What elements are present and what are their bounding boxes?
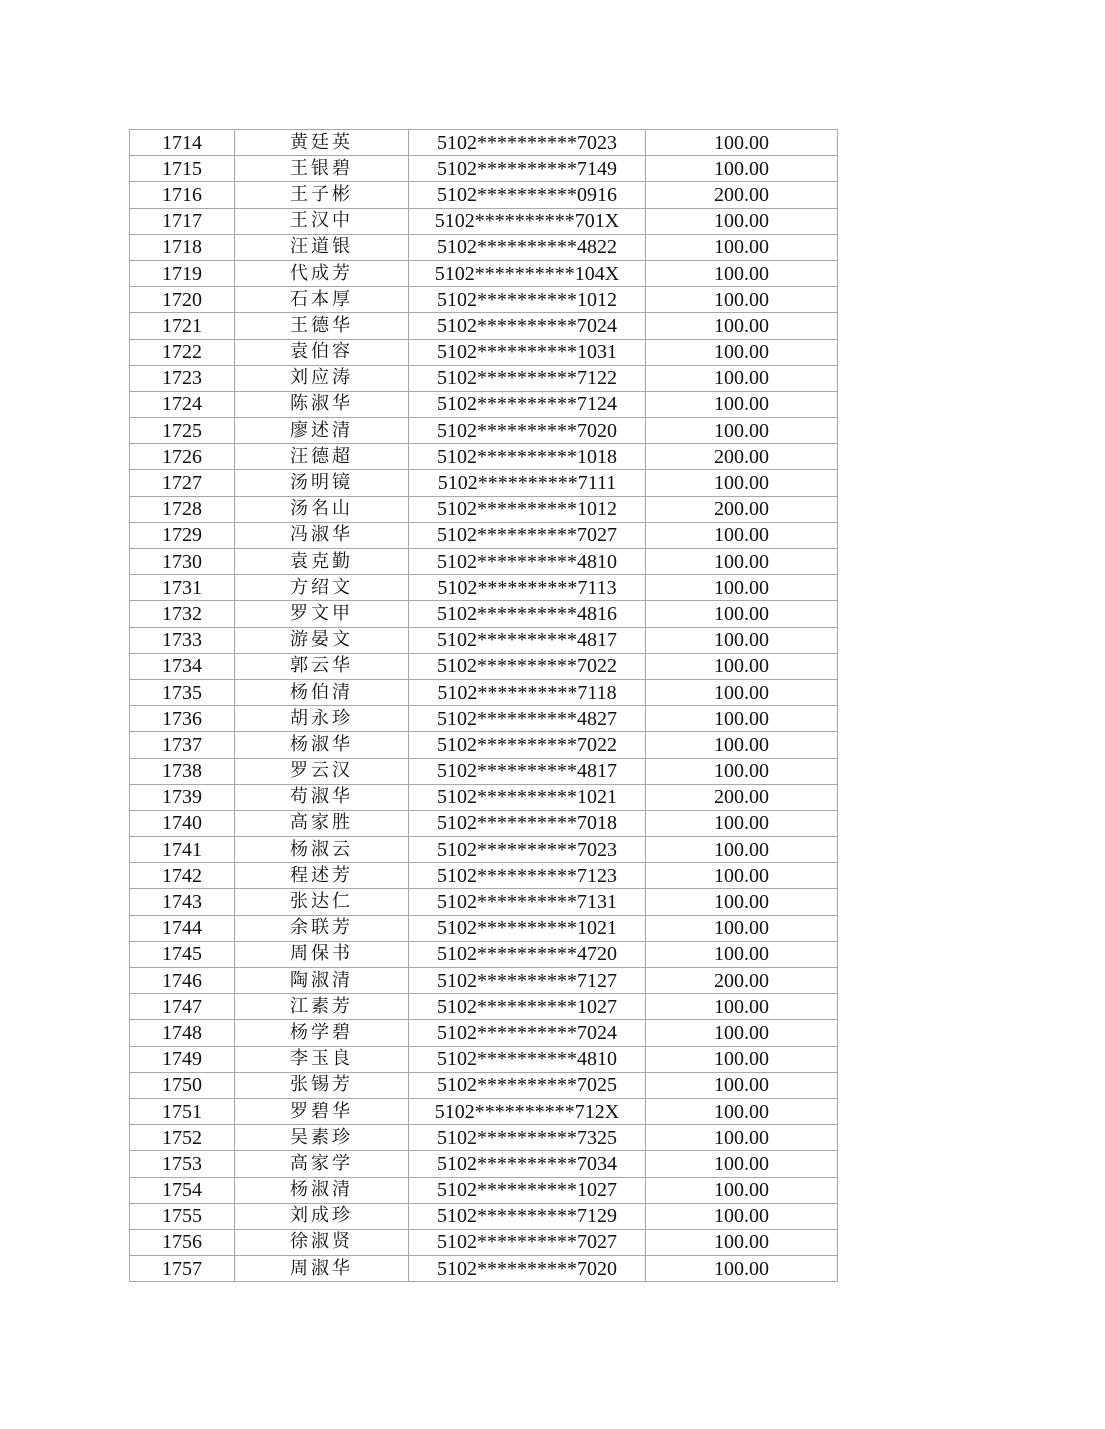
id-number-cell: 5102**********1012 xyxy=(409,496,646,522)
table-row xyxy=(130,496,838,522)
name-cell: 王德华 xyxy=(235,313,409,339)
name-cell: 汪道银 xyxy=(235,234,409,260)
amount-cell: 100.00 xyxy=(646,287,838,313)
id-number-cell: 5102**********7127 xyxy=(409,968,646,994)
table-row xyxy=(130,522,838,548)
name-cell: 周保书 xyxy=(235,941,409,967)
row-number-cell: 1754 xyxy=(130,1177,235,1203)
id-number-cell: 5102**********7024 xyxy=(409,313,646,339)
table-row xyxy=(130,863,838,889)
amount-cell: 100.00 xyxy=(646,601,838,627)
table-row xyxy=(130,653,838,679)
id-number-cell: 5102**********4817 xyxy=(409,627,646,653)
name-cell: 袁克勤 xyxy=(235,549,409,575)
row-number-cell: 1742 xyxy=(130,863,235,889)
id-number-cell: 5102**********0916 xyxy=(409,182,646,208)
row-number-cell: 1750 xyxy=(130,1072,235,1098)
amount-cell: 100.00 xyxy=(646,679,838,705)
table-row xyxy=(130,601,838,627)
amount-cell: 100.00 xyxy=(646,234,838,260)
table-row xyxy=(130,339,838,365)
name-cell: 方绍文 xyxy=(235,575,409,601)
id-number-cell: 5102**********1027 xyxy=(409,994,646,1020)
row-number-cell: 1728 xyxy=(130,496,235,522)
table-row xyxy=(130,365,838,391)
amount-cell: 100.00 xyxy=(646,339,838,365)
row-number-cell: 1739 xyxy=(130,784,235,810)
name-cell: 高家学 xyxy=(235,1151,409,1177)
name-cell: 吴素珍 xyxy=(235,1125,409,1151)
id-number-cell: 5102**********7122 xyxy=(409,365,646,391)
amount-cell: 100.00 xyxy=(646,732,838,758)
table-row xyxy=(130,287,838,313)
row-number-cell: 1727 xyxy=(130,470,235,496)
row-number-cell: 1756 xyxy=(130,1229,235,1255)
amount-cell: 100.00 xyxy=(646,1020,838,1046)
name-cell: 程述芳 xyxy=(235,863,409,889)
amount-cell: 100.00 xyxy=(646,758,838,784)
row-number-cell: 1747 xyxy=(130,994,235,1020)
id-number-cell: 5102**********104X xyxy=(409,260,646,286)
table-row xyxy=(130,1125,838,1151)
amount-cell: 100.00 xyxy=(646,365,838,391)
id-number-cell: 5102**********7118 xyxy=(409,679,646,705)
row-number-cell: 1751 xyxy=(130,1098,235,1124)
name-cell: 冯淑华 xyxy=(235,522,409,548)
amount-cell: 100.00 xyxy=(646,156,838,182)
row-number-cell: 1731 xyxy=(130,575,235,601)
amount-cell: 200.00 xyxy=(646,444,838,470)
name-cell: 黄廷英 xyxy=(235,130,409,156)
amount-cell: 100.00 xyxy=(646,1203,838,1229)
table-row xyxy=(130,1072,838,1098)
amount-cell: 100.00 xyxy=(646,706,838,732)
id-number-cell: 5102**********7111 xyxy=(409,470,646,496)
name-cell: 王银碧 xyxy=(235,156,409,182)
id-number-cell: 5102**********7025 xyxy=(409,1072,646,1098)
row-number-cell: 1744 xyxy=(130,915,235,941)
id-number-cell: 5102**********7027 xyxy=(409,522,646,548)
id-number-cell: 5102**********7113 xyxy=(409,575,646,601)
id-number-cell: 5102**********7149 xyxy=(409,156,646,182)
row-number-cell: 1718 xyxy=(130,234,235,260)
amount-cell: 100.00 xyxy=(646,810,838,836)
table-row xyxy=(130,1098,838,1124)
id-number-cell: 5102**********4810 xyxy=(409,1046,646,1072)
row-number-cell: 1716 xyxy=(130,182,235,208)
name-cell: 罗文甲 xyxy=(235,601,409,627)
amount-cell: 200.00 xyxy=(646,496,838,522)
id-number-cell: 5102**********7027 xyxy=(409,1229,646,1255)
row-number-cell: 1748 xyxy=(130,1020,235,1046)
amount-cell: 100.00 xyxy=(646,1256,838,1282)
name-cell: 郭云华 xyxy=(235,653,409,679)
row-number-cell: 1749 xyxy=(130,1046,235,1072)
name-cell: 杨淑云 xyxy=(235,837,409,863)
amount-cell: 100.00 xyxy=(646,418,838,444)
name-cell: 汪德超 xyxy=(235,444,409,470)
table-row xyxy=(130,968,838,994)
table-row xyxy=(130,915,838,941)
table-row xyxy=(130,313,838,339)
row-number-cell: 1755 xyxy=(130,1203,235,1229)
id-number-cell: 5102**********4720 xyxy=(409,941,646,967)
name-cell: 廖述清 xyxy=(235,418,409,444)
table-row xyxy=(130,994,838,1020)
name-cell: 王子彬 xyxy=(235,182,409,208)
name-cell: 石本厚 xyxy=(235,287,409,313)
row-number-cell: 1715 xyxy=(130,156,235,182)
name-cell: 汤明镜 xyxy=(235,470,409,496)
row-number-cell: 1752 xyxy=(130,1125,235,1151)
id-number-cell: 5102**********1031 xyxy=(409,339,646,365)
id-number-cell: 5102**********7018 xyxy=(409,810,646,836)
table-row xyxy=(130,758,838,784)
row-number-cell: 1740 xyxy=(130,810,235,836)
amount-cell: 100.00 xyxy=(646,627,838,653)
amount-cell: 100.00 xyxy=(646,1098,838,1124)
id-number-cell: 5102**********4827 xyxy=(409,706,646,732)
amount-cell: 100.00 xyxy=(646,1151,838,1177)
table-row xyxy=(130,1046,838,1072)
name-cell: 汤名山 xyxy=(235,496,409,522)
amount-cell: 100.00 xyxy=(646,994,838,1020)
row-number-cell: 1746 xyxy=(130,968,235,994)
id-number-cell: 5102**********7020 xyxy=(409,418,646,444)
row-number-cell: 1753 xyxy=(130,1151,235,1177)
amount-cell: 100.00 xyxy=(646,941,838,967)
id-number-cell: 5102**********7124 xyxy=(409,391,646,417)
amount-cell: 100.00 xyxy=(646,549,838,575)
id-number-cell: 5102**********4822 xyxy=(409,234,646,260)
id-number-cell: 5102**********712X xyxy=(409,1098,646,1124)
name-cell: 胡永珍 xyxy=(235,706,409,732)
table-row xyxy=(130,1177,838,1203)
table-row xyxy=(130,706,838,732)
name-cell: 李玉良 xyxy=(235,1046,409,1072)
row-number-cell: 1719 xyxy=(130,260,235,286)
row-number-cell: 1733 xyxy=(130,627,235,653)
row-number-cell: 1732 xyxy=(130,601,235,627)
amount-cell: 200.00 xyxy=(646,784,838,810)
id-number-cell: 5102**********7022 xyxy=(409,732,646,758)
name-cell: 罗碧华 xyxy=(235,1098,409,1124)
table-row xyxy=(130,941,838,967)
table-row xyxy=(130,470,838,496)
table-row xyxy=(130,234,838,260)
row-number-cell: 1720 xyxy=(130,287,235,313)
name-cell: 杨淑华 xyxy=(235,732,409,758)
table-row xyxy=(130,549,838,575)
id-number-cell: 5102**********7129 xyxy=(409,1203,646,1229)
id-number-cell: 5102**********7023 xyxy=(409,130,646,156)
name-cell: 张锡芳 xyxy=(235,1072,409,1098)
id-number-cell: 5102**********4816 xyxy=(409,601,646,627)
id-number-cell: 5102**********1018 xyxy=(409,444,646,470)
id-number-cell: 5102**********1027 xyxy=(409,1177,646,1203)
amount-cell: 100.00 xyxy=(646,1125,838,1151)
table-row xyxy=(130,130,838,156)
amount-cell: 100.00 xyxy=(646,313,838,339)
table-row xyxy=(130,784,838,810)
table-row xyxy=(130,260,838,286)
table-row xyxy=(130,1020,838,1046)
row-number-cell: 1743 xyxy=(130,889,235,915)
amount-cell: 100.00 xyxy=(646,470,838,496)
table-row xyxy=(130,182,838,208)
id-number-cell: 5102**********7024 xyxy=(409,1020,646,1046)
amount-cell: 100.00 xyxy=(646,575,838,601)
table-row xyxy=(130,444,838,470)
name-cell: 刘应涛 xyxy=(235,365,409,391)
row-number-cell: 1723 xyxy=(130,365,235,391)
name-cell: 罗云汉 xyxy=(235,758,409,784)
row-number-cell: 1714 xyxy=(130,130,235,156)
table-row xyxy=(130,837,838,863)
amount-cell: 100.00 xyxy=(646,208,838,234)
name-cell: 袁伯容 xyxy=(235,339,409,365)
data-table xyxy=(129,129,838,1282)
amount-cell: 200.00 xyxy=(646,182,838,208)
row-number-cell: 1734 xyxy=(130,653,235,679)
amount-cell: 100.00 xyxy=(646,837,838,863)
name-cell: 徐淑贤 xyxy=(235,1229,409,1255)
row-number-cell: 1722 xyxy=(130,339,235,365)
id-number-cell: 5102**********7034 xyxy=(409,1151,646,1177)
name-cell: 游晏文 xyxy=(235,627,409,653)
amount-cell: 100.00 xyxy=(646,915,838,941)
row-number-cell: 1757 xyxy=(130,1256,235,1282)
name-cell: 江素芳 xyxy=(235,994,409,1020)
table-row xyxy=(130,1229,838,1255)
amount-cell: 100.00 xyxy=(646,889,838,915)
amount-cell: 100.00 xyxy=(646,522,838,548)
row-number-cell: 1737 xyxy=(130,732,235,758)
row-number-cell: 1724 xyxy=(130,391,235,417)
name-cell: 余联芳 xyxy=(235,915,409,941)
table-row xyxy=(130,810,838,836)
table-row xyxy=(130,156,838,182)
table-body xyxy=(130,130,838,1282)
name-cell: 杨淑清 xyxy=(235,1177,409,1203)
row-number-cell: 1736 xyxy=(130,706,235,732)
table-row xyxy=(130,1203,838,1229)
id-number-cell: 5102**********1021 xyxy=(409,915,646,941)
amount-cell: 100.00 xyxy=(646,1046,838,1072)
amount-cell: 100.00 xyxy=(646,1177,838,1203)
name-cell: 张达仁 xyxy=(235,889,409,915)
table-row xyxy=(130,889,838,915)
amount-cell: 100.00 xyxy=(646,863,838,889)
amount-cell: 100.00 xyxy=(646,260,838,286)
row-number-cell: 1725 xyxy=(130,418,235,444)
id-number-cell: 5102**********7325 xyxy=(409,1125,646,1151)
amount-cell: 100.00 xyxy=(646,1072,838,1098)
name-cell: 高家胜 xyxy=(235,810,409,836)
name-cell: 苟淑华 xyxy=(235,784,409,810)
id-number-cell: 5102**********1012 xyxy=(409,287,646,313)
name-cell: 杨学碧 xyxy=(235,1020,409,1046)
row-number-cell: 1721 xyxy=(130,313,235,339)
row-number-cell: 1717 xyxy=(130,208,235,234)
id-number-cell: 5102**********7123 xyxy=(409,863,646,889)
table-row xyxy=(130,732,838,758)
row-number-cell: 1745 xyxy=(130,941,235,967)
name-cell: 代成芳 xyxy=(235,260,409,286)
name-cell: 王汉中 xyxy=(235,208,409,234)
id-number-cell: 5102**********701X xyxy=(409,208,646,234)
amount-cell: 100.00 xyxy=(646,653,838,679)
name-cell: 杨伯清 xyxy=(235,679,409,705)
row-number-cell: 1729 xyxy=(130,522,235,548)
amount-cell: 100.00 xyxy=(646,130,838,156)
row-number-cell: 1738 xyxy=(130,758,235,784)
table-row xyxy=(130,679,838,705)
name-cell: 周淑华 xyxy=(235,1256,409,1282)
id-number-cell: 5102**********4810 xyxy=(409,549,646,575)
row-number-cell: 1726 xyxy=(130,444,235,470)
id-number-cell: 5102**********7023 xyxy=(409,837,646,863)
table-row xyxy=(130,1151,838,1177)
row-number-cell: 1741 xyxy=(130,837,235,863)
name-cell: 陶淑清 xyxy=(235,968,409,994)
id-number-cell: 5102**********4817 xyxy=(409,758,646,784)
amount-cell: 200.00 xyxy=(646,968,838,994)
table-row xyxy=(130,208,838,234)
row-number-cell: 1735 xyxy=(130,679,235,705)
table-row xyxy=(130,575,838,601)
amount-cell: 100.00 xyxy=(646,1229,838,1255)
table-row xyxy=(130,627,838,653)
name-cell: 陈淑华 xyxy=(235,391,409,417)
id-number-cell: 5102**********7131 xyxy=(409,889,646,915)
row-number-cell: 1730 xyxy=(130,549,235,575)
id-number-cell: 5102**********7022 xyxy=(409,653,646,679)
table-row xyxy=(130,418,838,444)
name-cell: 刘成珍 xyxy=(235,1203,409,1229)
id-number-cell: 5102**********7020 xyxy=(409,1256,646,1282)
table-row xyxy=(130,391,838,417)
amount-cell: 100.00 xyxy=(646,391,838,417)
table-row xyxy=(130,1256,838,1282)
id-number-cell: 5102**********1021 xyxy=(409,784,646,810)
